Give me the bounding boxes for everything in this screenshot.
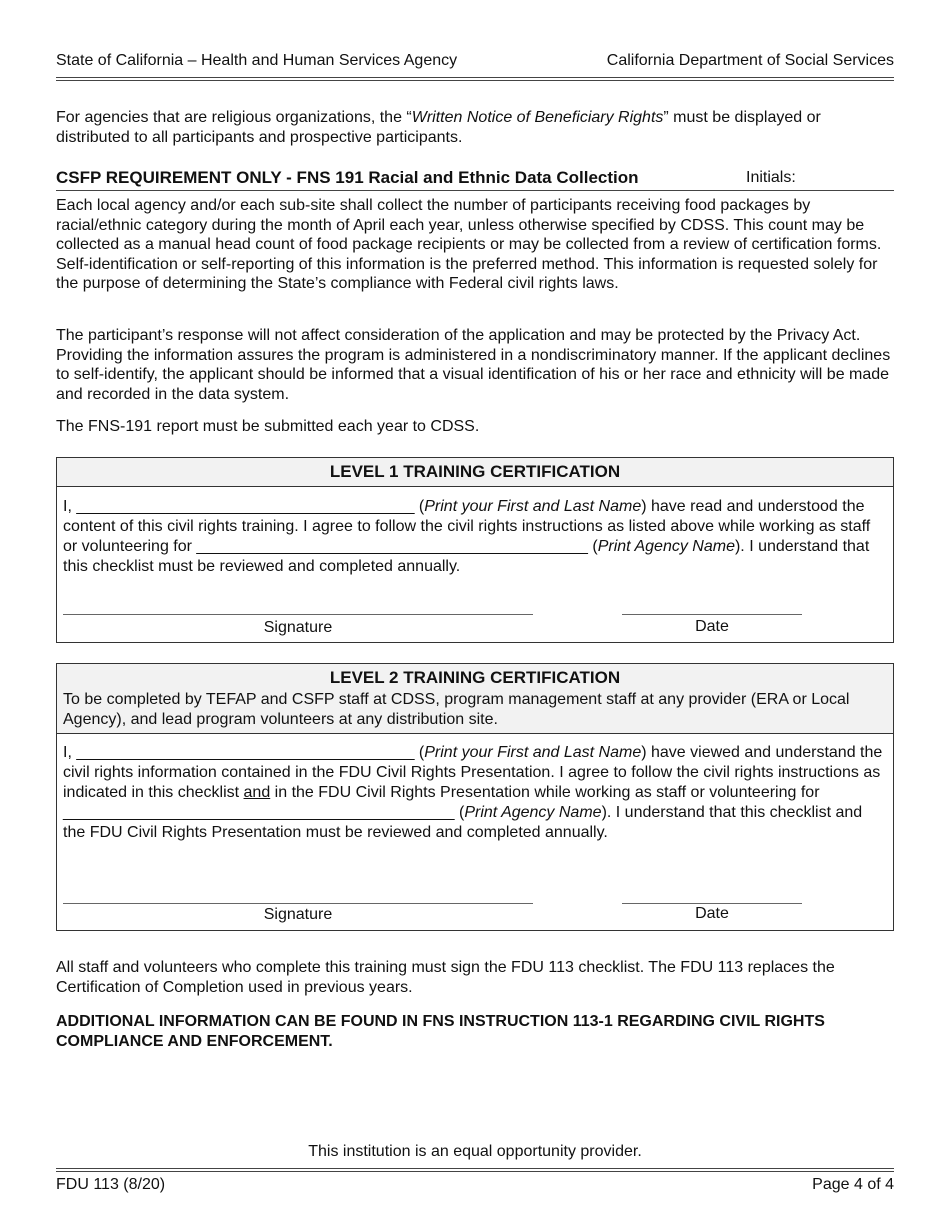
csfp-heading bbox=[56, 168, 894, 191]
initials-label: Initials: bbox=[746, 169, 796, 186]
page-footer bbox=[56, 1176, 894, 1198]
level1-signature-line[interactable] bbox=[63, 614, 533, 615]
level1-certification-box bbox=[56, 457, 894, 643]
level2-signature-label: Signature bbox=[263, 906, 333, 923]
intro-paragraph bbox=[56, 108, 894, 147]
level2-agency-hint: Print Agency Name bbox=[464, 804, 602, 821]
csfp-paragraph-3: The FNS-191 report must be submitted each year to CDSS. bbox=[56, 418, 480, 435]
header-department: California Department of Social Services bbox=[606, 52, 894, 69]
level1-signature-label: Signature bbox=[263, 619, 333, 636]
equal-opportunity-statement: This institution is an equal opportunity provider. bbox=[308, 1143, 642, 1160]
intro-prefix: For agencies that are religious organizations, the “ bbox=[56, 109, 412, 126]
intro-notice-title: Written Notice of Beneficiary Rights bbox=[411, 109, 664, 126]
csfp-heading-text: CSFP REQUIREMENT ONLY - FNS 191 Racial and Ethnic Data Collection bbox=[56, 168, 639, 187]
level2-name-hint: Print your First and Last Name bbox=[424, 744, 642, 761]
level1-agency-hint: Print Agency Name bbox=[597, 538, 735, 555]
csfp-paragraph-1: Each local agency and/or each sub-site shall collect the number of participants receiving food packages by racial/ethnic category during the month of April each year, unless otherwise specified by CDSS. This count may be collected as a manual head count of food package recipients or may be collected from a review of certification forms. Self-identification or self-reporting of this information is the preferred method. This information is requested solely for the purpose of determining the State’s compliance with Federal civil rights laws. bbox=[56, 197, 882, 292]
intro-suffix: ” must be displayed or distributed to all participants and prospective participants. bbox=[56, 109, 821, 146]
level1-name-hint: Print your First and Last Name bbox=[424, 498, 642, 515]
level1-text-b: ). I understand that this checklist must be reviewed and completed annually. bbox=[63, 538, 870, 575]
header-agency: State of California – Health and Human Services Agency bbox=[56, 52, 458, 69]
form-id: FDU 113 (8/20) bbox=[56, 1176, 166, 1193]
level2-body bbox=[57, 734, 893, 843]
level2-text-b[interactable]: in the FDU Civil Rights Presentation while working as staff or volunteering for ____________________________________________ ( bbox=[63, 784, 820, 821]
level1-text-a[interactable]: ) have read and understood the content of this civil rights training. I agree to follow the civil rights instructions as listed above while working as staff or volunteering for ____________________________________________ ( bbox=[63, 498, 871, 555]
csfp-paragraph-2: The participant’s response will not affect consideration of the application and may be protected by the Privacy Act. Providing the information assures the program is administered in a nondiscriminatory manner. If the applicant declines to self-identify, the applicant should be informed that a visual identification of his or her race and ethnicity will be made and recorded in the data system. bbox=[56, 327, 891, 403]
level2-signature-line[interactable] bbox=[63, 903, 533, 904]
level1-name-blank[interactable]: I, ______________________________________ ( bbox=[63, 498, 425, 515]
level2-text-c: ). I understand that this checklist and the FDU Civil Rights Presentation must be reviewed and completed annually. bbox=[63, 804, 863, 841]
level1-date-label: Date bbox=[695, 618, 729, 635]
level2-and-underlined: and bbox=[243, 784, 271, 801]
level2-date-line[interactable] bbox=[622, 903, 802, 904]
level2-header bbox=[57, 664, 893, 734]
level1-body bbox=[57, 487, 893, 577]
page-number: Page 4 of 4 bbox=[812, 1176, 894, 1193]
footer-rule bbox=[56, 1168, 894, 1172]
level2-subtitle: To be completed by TEFAP and CSFP staff at CDSS, program management staff at any provider (ERA or Local Agency), and lead program volunteers at any distribution site. bbox=[63, 691, 850, 728]
level2-name-blank[interactable]: I, ______________________________________ ( bbox=[63, 744, 425, 761]
page-header bbox=[56, 52, 894, 76]
level1-title: LEVEL 1 TRAINING CERTIFICATION bbox=[57, 458, 893, 487]
level2-date-label: Date bbox=[695, 905, 729, 922]
level1-date-line[interactable] bbox=[622, 614, 802, 615]
header-rule bbox=[56, 77, 894, 81]
level2-certification-box bbox=[56, 663, 894, 931]
level2-text-a: ) have viewed and understand the civil rights information contained in the FDU Civil Rights Presentation. I agree to follow the civil rights instructions as indicated in this checklist bbox=[63, 744, 883, 801]
additional-info-note: ADDITIONAL INFORMATION CAN BE FOUND IN FNS INSTRUCTION 113-1 REGARDING CIVIL RIGHTS COMPLIANCE AND ENFORCEMENT. bbox=[56, 1013, 825, 1050]
closing-paragraph: All staff and volunteers who complete this training must sign the FDU 113 checklist. The FDU 113 replaces the Certification of Completion used in previous years. bbox=[56, 959, 835, 996]
level2-title: LEVEL 2 TRAINING CERTIFICATION bbox=[329, 668, 621, 687]
